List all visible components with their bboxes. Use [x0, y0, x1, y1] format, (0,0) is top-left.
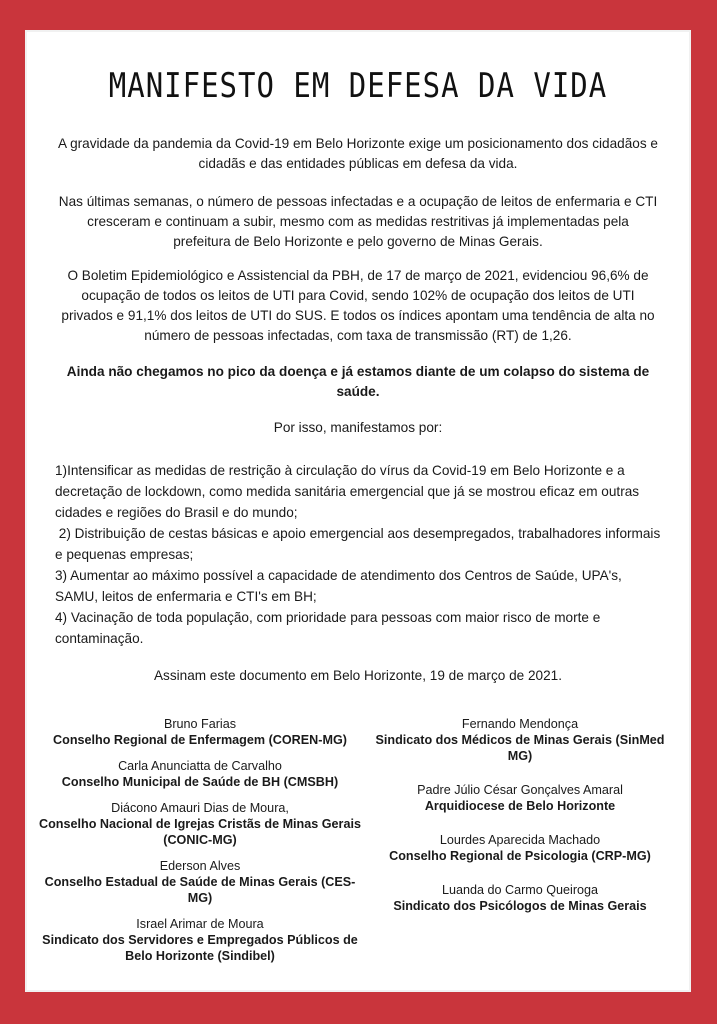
signatory-name: Padre Júlio César Gonçalves Amaral	[417, 783, 623, 797]
signatory-organization: Arquidiocese de Belo Horizonte	[424, 799, 616, 813]
signatory	[365, 882, 675, 914]
signatory-organization: Sindicato dos Psicólogos de Minas Gerais	[393, 899, 647, 913]
signatory-name: Luanda do Carmo Queiroga	[441, 883, 599, 897]
signatory-name: Carla Anunciatta de Carvalho	[118, 759, 282, 773]
signatory-organization: Sindicato dos Servidores e Empregados Públicos de Belo Horizonte (Sindibel)	[42, 933, 358, 963]
signatories-right-column	[365, 716, 675, 924]
collapse-warning: Ainda não chegamos no pico da doença e já estamos diante de um colapso do sistema de saúde.	[66, 364, 650, 399]
signatory	[35, 916, 365, 964]
signatory-organization: Conselho Nacional de Igrejas Cristãs de Minas Gerais (CONIC-MG)	[39, 817, 361, 847]
signatory-name: Israel Arimar de Moura	[136, 917, 264, 931]
signatory	[35, 758, 365, 790]
signatory-name: Fernando Mendonça	[461, 717, 579, 731]
demand-item: 2) Distribuição de cestas básicas e apoio emergencial aos desempregados, trabalhadores informais e pequenas empresas;	[55, 526, 665, 562]
signatory-organization: Conselho Regional de Psicologia (CRP-MG)	[389, 849, 651, 863]
signatory-organization: Conselho Municipal de Saúde de BH (CMSBH)	[61, 775, 339, 789]
signatory-name: Diácono Amauri Dias de Moura,	[111, 801, 289, 815]
demand-item: 1)Intensificar as medidas de restrição à circulação do vírus da Covid-19 em Belo Horizonte e a decretação de lockdown, como medida sanitária emergencial que já se mostrou eficaz em outras cidades e regiões do Brasil e do mundo;	[55, 463, 640, 520]
signatory	[35, 716, 365, 748]
signatories-left-column	[35, 716, 365, 974]
signatory	[365, 832, 675, 864]
demand-item: 4) Vacinação de toda população, com prioridade para pessoas com maior risco de morte e contaminação.	[55, 610, 601, 646]
signatory-organization: Conselho Estadual de Saúde de Minas Gerais (CES-MG)	[44, 875, 356, 905]
demand-item: 3) Aumentar ao máximo possível a capacidade de atendimento dos Centros de Saúde, UPA's, SAMU, leitos de enfermaria e CTI's em BH;	[55, 568, 622, 604]
context-paragraph: Nas últimas semanas, o número de pessoas infectadas e a ocupação de leitos de enfermaria e CTI cresceram e continuam a subir, mesmo com as medidas restritivas já implementadas pela prefeitura de Belo Horizonte e pelo governo de Minas Gerais.	[58, 194, 658, 249]
signing-statement: Assinam este documento em Belo Horizonte, 19 de março de 2021.	[153, 668, 563, 683]
signatory	[365, 782, 675, 814]
signatory	[365, 716, 675, 764]
signatory-organization: Conselho Regional de Enfermagem (COREN-MG)	[53, 733, 347, 747]
signatory-organization: Sindicato dos Médicos de Minas Gerais (SinMed MG)	[375, 733, 665, 763]
signatory-name: Bruno Farias	[163, 717, 237, 731]
signatory	[35, 800, 365, 848]
signatory	[35, 858, 365, 906]
signatory-name: Ederson Alves	[159, 859, 241, 873]
signatory-name: Lourdes Aparecida Machado	[439, 833, 601, 847]
intro-paragraph: A gravidade da pandemia da Covid-19 em Belo Horizonte exige um posicionamento dos cidadãos e cidadãs e das entidades públicas em defesa da vida.	[57, 136, 658, 171]
bulletin-paragraph: O Boletim Epidemiológico e Assistencial da PBH, de 17 de março de 2021, evidenciou 96,6% de ocupação de todos os leitos de UTI para Covid, sendo 102% de ocupação dos leitos de UTI privados e 91,1% dos leitos de UTI do SUS. E todos os índices apontam uma tendência de alta no número de pessoas infectadas, com taxa de transmissão (RT) de 1,26.	[61, 268, 655, 343]
demands-intro: Por isso, manifestamos por:	[273, 420, 443, 435]
demands-list	[55, 460, 665, 649]
manifesto-title: MANIFESTO EM DEFESA DA VIDA	[108, 64, 608, 106]
manifesto-page	[25, 30, 691, 992]
